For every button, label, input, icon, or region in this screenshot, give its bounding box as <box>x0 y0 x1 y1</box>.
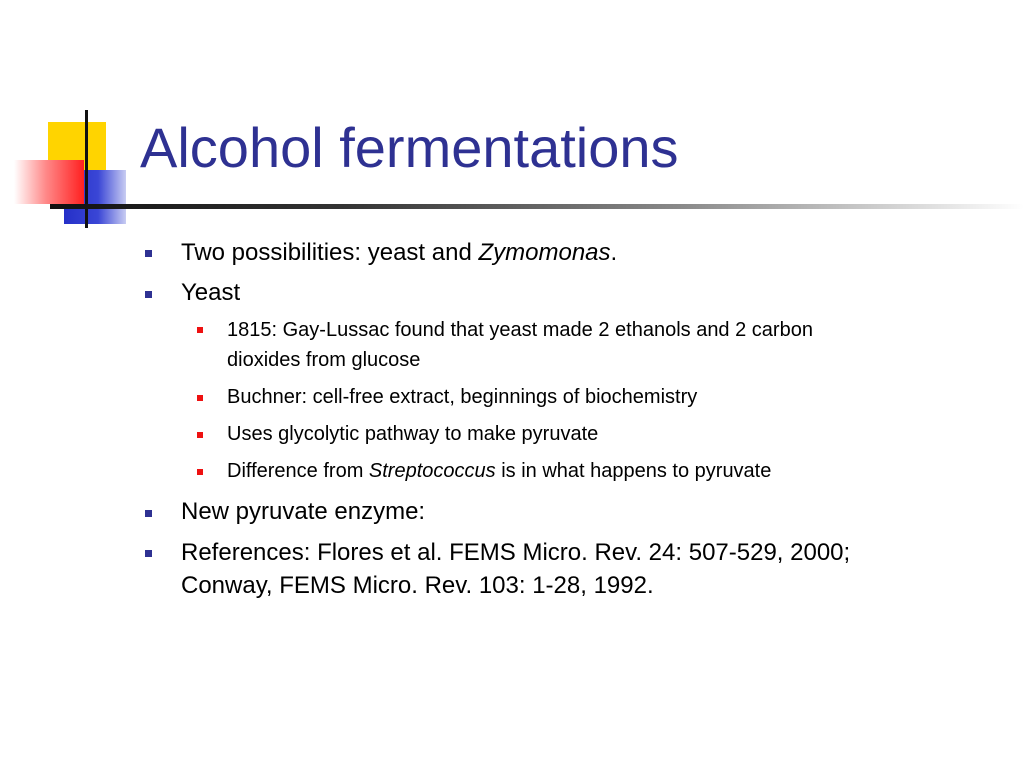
sub-bullet-buchner: Buchner: cell-free extract, beginnings of biochemistry <box>227 386 698 408</box>
sub-bullet-marker <box>197 395 203 401</box>
sub-bullet-streptococcus: Difference from Streptococcus is in what happens to pyruvate <box>227 460 772 482</box>
bullet-references: References: Flores et al. FEMS Micro. Rev. 24: 507-529, 2000; Conway, FEMS Micro. Rev. 103: 1-28, 1992. <box>181 539 851 599</box>
bullet-marker <box>145 250 152 257</box>
bullet-marker <box>145 550 152 557</box>
slide-title: Alcohol fermentations <box>140 116 679 179</box>
bullet-yeast: Yeast <box>181 279 241 306</box>
red-square <box>14 160 84 204</box>
bullet-possibilities: Two possibilities: yeast and Zymomonas. <box>181 239 618 266</box>
sub-bullet-marker <box>197 469 203 475</box>
sub-bullet-glycolytic: Uses glycolytic pathway to make pyruvate <box>227 423 599 445</box>
bullet-new-enzyme: New pyruvate enzyme: <box>181 498 426 525</box>
bullet-marker <box>145 291 152 298</box>
title-underline <box>50 204 1024 209</box>
sub-bullet-gay-lussac: 1815: Gay-Lussac found that yeast made 2 ethanols and 2 carbon dioxides from glucose <box>227 319 813 371</box>
sub-bullet-marker <box>197 432 203 438</box>
zymomonas-text: Zymomonas <box>478 239 611 266</box>
bullet-marker <box>145 510 152 517</box>
sub-bullet-marker <box>197 327 203 333</box>
vertical-rule <box>85 110 88 228</box>
streptococcus-text: Streptococcus <box>368 460 496 482</box>
